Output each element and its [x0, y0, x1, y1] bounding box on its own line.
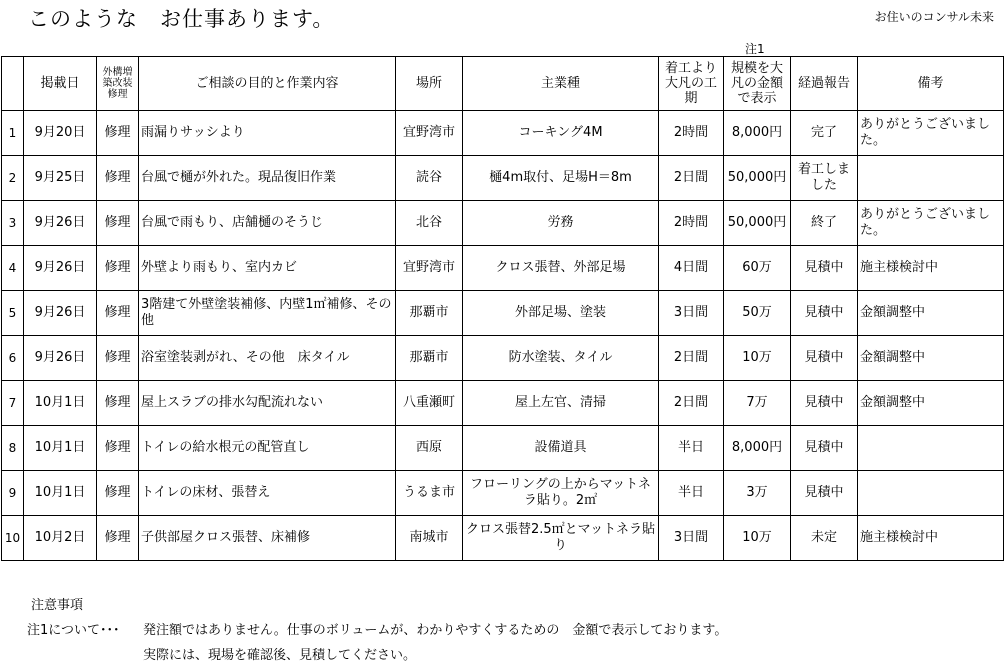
row-status: 見積中 — [791, 291, 858, 336]
row-remarks — [858, 471, 1004, 516]
row-type: 修理 — [97, 336, 139, 381]
row-location: うるま市 — [396, 471, 463, 516]
row-status: 見積中 — [791, 471, 858, 516]
row-duration: 3日間 — [659, 516, 724, 561]
row-amount: 8,000円 — [724, 426, 791, 471]
table-row — [2, 111, 1004, 156]
col-header-content: ご相談の目的と作業内容 — [139, 57, 396, 111]
note-1-text: 発注額ではありません。仕事のボリュームが、わかりやすくするための 金額で表示しております。 — [143, 623, 728, 638]
row-no: 6 — [2, 336, 24, 381]
row-remarks: ありがとうございました。 — [858, 201, 1004, 246]
row-remarks: ありがとうございました。 — [858, 111, 1004, 156]
row-remarks: 金額調整中 — [858, 291, 1004, 336]
row-date: 9月26日 — [24, 336, 97, 381]
row-status: 着工しました — [791, 156, 858, 201]
notes-heading: 注意事項 — [31, 598, 84, 613]
row-trade: 防水塗装、タイル — [463, 336, 659, 381]
row-content: 屋上スラブの排水勾配流れない — [139, 381, 396, 426]
row-duration: 2時間 — [659, 201, 724, 246]
row-type: 修理 — [97, 516, 139, 561]
row-date: 10月1日 — [24, 381, 97, 426]
row-duration: 2時間 — [659, 111, 724, 156]
row-status: 見積中 — [791, 381, 858, 426]
row-no: 7 — [2, 381, 24, 426]
table-row — [2, 291, 1004, 336]
row-amount: 60万 — [724, 246, 791, 291]
row-status: 見積中 — [791, 336, 858, 381]
table-row — [2, 516, 1004, 561]
row-date: 9月26日 — [24, 201, 97, 246]
row-content: 子供部屋クロス張替、床補修 — [139, 516, 396, 561]
row-amount: 10万 — [724, 336, 791, 381]
table-row — [2, 336, 1004, 381]
row-location: 西原 — [396, 426, 463, 471]
row-amount: 50万 — [724, 291, 791, 336]
row-content: 外壁より雨もり、室内カビ — [139, 246, 396, 291]
col-header-amount: 規模を大凡の金額で表示 — [724, 57, 791, 111]
col-header-no — [2, 57, 24, 111]
col-header-status: 経過報告 — [791, 57, 858, 111]
col-header-duration: 着工より大凡の工期 — [659, 57, 724, 111]
row-trade: 外部足場、塗装 — [463, 291, 659, 336]
table-row — [2, 246, 1004, 291]
row-status: 見積中 — [791, 246, 858, 291]
row-location: 八重瀬町 — [396, 381, 463, 426]
row-date: 9月20日 — [24, 111, 97, 156]
row-trade: クロス張替2.5㎡とマットネラ貼り — [463, 516, 659, 561]
table-row — [2, 156, 1004, 201]
table-row — [2, 201, 1004, 246]
row-no: 2 — [2, 156, 24, 201]
row-trade: 屋上左官、清掃 — [463, 381, 659, 426]
jobs-table — [1, 56, 1004, 561]
row-type: 修理 — [97, 471, 139, 516]
row-trade: 樋4m取付、足場H＝8m — [463, 156, 659, 201]
table-row — [2, 471, 1004, 516]
note-1-label: 注1について･･･ — [27, 623, 120, 638]
row-date: 9月26日 — [24, 246, 97, 291]
row-duration: 2日間 — [659, 336, 724, 381]
row-date: 10月1日 — [24, 471, 97, 516]
row-status: 未定 — [791, 516, 858, 561]
row-location: 北谷 — [396, 201, 463, 246]
row-no: 5 — [2, 291, 24, 336]
row-location: 那覇市 — [396, 291, 463, 336]
row-trade: 労務 — [463, 201, 659, 246]
row-content: 雨漏りサッシより — [139, 111, 396, 156]
row-content: 浴室塗装剥がれ、その他 床タイル — [139, 336, 396, 381]
row-trade: フローリングの上からマットネラ貼り。2㎡ — [463, 471, 659, 516]
row-remarks — [858, 426, 1004, 471]
row-location: 読谷 — [396, 156, 463, 201]
row-no: 1 — [2, 111, 24, 156]
row-type: 修理 — [97, 156, 139, 201]
row-location: 宜野湾市 — [396, 111, 463, 156]
row-type: 修理 — [97, 291, 139, 336]
row-type: 修理 — [97, 246, 139, 291]
row-location: 那覇市 — [396, 336, 463, 381]
row-amount: 8,000円 — [724, 111, 791, 156]
row-content: トイレの給水根元の配管直し — [139, 426, 396, 471]
row-no: 4 — [2, 246, 24, 291]
row-amount: 3万 — [724, 471, 791, 516]
row-duration: 4日間 — [659, 246, 724, 291]
row-status: 終了 — [791, 201, 858, 246]
page-title: このような お仕事あります。 — [28, 7, 335, 31]
row-amount: 10万 — [724, 516, 791, 561]
row-trade: クロス張替、外部足場 — [463, 246, 659, 291]
row-no: 10 — [2, 516, 24, 561]
row-location: 宜野湾市 — [396, 246, 463, 291]
row-date: 9月26日 — [24, 291, 97, 336]
note-1 — [27, 619, 727, 638]
row-remarks: 施主様検討中 — [858, 516, 1004, 561]
row-duration: 2日間 — [659, 381, 724, 426]
row-remarks: 施主様検討中 — [858, 246, 1004, 291]
col-header-date: 掲載日 — [24, 57, 97, 111]
col-header-location: 場所 — [396, 57, 463, 111]
table-row — [2, 381, 1004, 426]
row-date: 9月25日 — [24, 156, 97, 201]
row-type: 修理 — [97, 201, 139, 246]
row-remarks — [858, 156, 1004, 201]
row-no: 9 — [2, 471, 24, 516]
row-amount: 50,000円 — [724, 201, 791, 246]
row-trade: 設備道具 — [463, 426, 659, 471]
col-header-remarks: 備考 — [858, 57, 1004, 111]
row-type: 修理 — [97, 426, 139, 471]
row-date: 10月1日 — [24, 426, 97, 471]
row-status: 完了 — [791, 111, 858, 156]
row-duration: 2日間 — [659, 156, 724, 201]
row-duration: 半日 — [659, 471, 724, 516]
note-1-text-cont: 実際には、現場を確認後、見積してください。 — [143, 648, 417, 663]
note-marker: 注1 — [745, 42, 765, 56]
row-content: 台風で雨もり、店舗樋のそうじ — [139, 201, 396, 246]
col-header-trade: 主業種 — [463, 57, 659, 111]
row-status: 見積中 — [791, 426, 858, 471]
row-location: 南城市 — [396, 516, 463, 561]
row-duration: 3日間 — [659, 291, 724, 336]
col-header-type: 外構増築改装修理 — [97, 57, 139, 111]
row-trade: コーキング4M — [463, 111, 659, 156]
company-name: お住いのコンサル未来 — [874, 10, 994, 24]
table-header-row — [2, 57, 1004, 111]
row-content: 3階建て外壁塗装補修、内壁1㎡補修、その他 — [139, 291, 396, 336]
row-content: トイレの床材、張替え — [139, 471, 396, 516]
row-duration: 半日 — [659, 426, 724, 471]
row-amount: 7万 — [724, 381, 791, 426]
row-type: 修理 — [97, 111, 139, 156]
row-amount: 50,000円 — [724, 156, 791, 201]
row-type: 修理 — [97, 381, 139, 426]
row-remarks: 金額調整中 — [858, 381, 1004, 426]
row-no: 8 — [2, 426, 24, 471]
row-remarks: 金額調整中 — [858, 336, 1004, 381]
row-no: 3 — [2, 201, 24, 246]
row-content: 台風で樋が外れた。現品復旧作業 — [139, 156, 396, 201]
table-row — [2, 426, 1004, 471]
row-date: 10月2日 — [24, 516, 97, 561]
